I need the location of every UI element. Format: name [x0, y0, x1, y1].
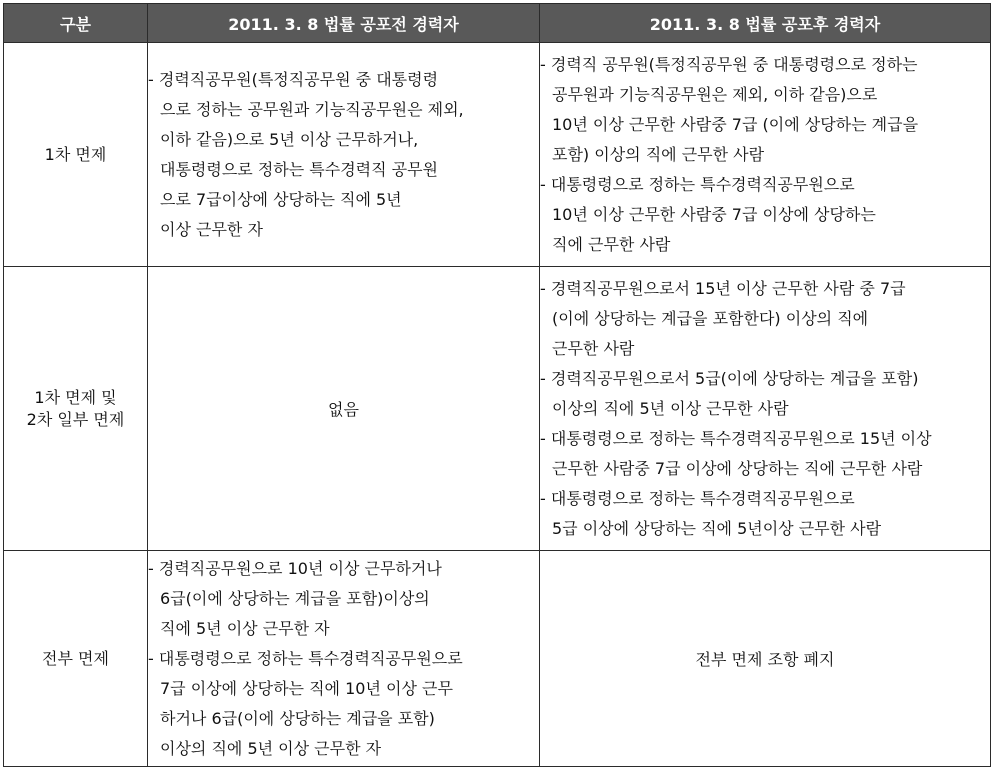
before-cell — [148, 551, 540, 767]
cell-line: - 경력직공무원(특정직공무원 중 대통령령 — [148, 69, 439, 89]
cell-line: 근무한 사람중 7급 이상에 상당하는 직에 근무한 사람 — [552, 458, 923, 478]
cell-line: - 경력직공무원으로서 15년 이상 근무한 사람 중 7급 — [540, 278, 906, 298]
row-category — [4, 43, 148, 267]
category-line: 1차 면제 및 — [34, 387, 117, 407]
table-row — [4, 267, 991, 551]
before-cell: 없음 — [148, 267, 540, 551]
cell-line: - 경력직공무원으로 10년 이상 근무하거나 — [148, 558, 442, 578]
table-row — [4, 551, 991, 767]
cell-line: 직에 근무한 사람 — [552, 234, 671, 254]
cell-line: 이상 근무한 자 — [160, 219, 263, 239]
category-line: 전부 면제 — [42, 648, 109, 668]
after-cell: 전부 면제 조항 폐지 — [540, 551, 991, 767]
cell-line: 대통령령으로 정하는 특수경력직 공무원 — [160, 159, 439, 179]
cell-line: 이하 같음)으로 5년 이상 근무하거나, — [160, 129, 419, 149]
cell-line: 공무원과 기능직공무원은 제외, 이하 같음)으로 — [552, 84, 878, 104]
after-cell — [540, 43, 991, 267]
category-line: 1차 면제 — [44, 144, 107, 164]
cell-line: 근무한 사람 — [552, 338, 635, 358]
cell-line: 으로 정하는 공무원과 기능직공무원은 제외, — [160, 99, 464, 119]
cell-line: 10년 이상 근무한 사람중 7급 이상에 상당하는 — [552, 204, 876, 224]
cell-line: - 경력직 공무원(특정직공무원 중 대통령령으로 정하는 — [540, 54, 918, 74]
cell-line: 이상의 직에 5년 이상 근무한 자 — [160, 738, 382, 758]
cell-line: 으로 7급이상에 상당하는 직에 5년 — [160, 189, 402, 209]
cell-line: - 경력직공무원으로서 5급(이에 상당하는 계급을 포함) — [540, 368, 919, 388]
header-category: 구분 — [4, 4, 148, 43]
header-row — [4, 4, 991, 43]
cell-line: - 대통령령으로 정하는 특수경력직공무원으로 15년 이상 — [540, 428, 932, 448]
cell-line: 하거나 6급(이에 상당하는 계급을 포함) — [160, 708, 435, 728]
cell-line: 이상의 직에 5년 이상 근무한 사람 — [552, 398, 789, 418]
before-cell — [148, 43, 540, 267]
header-after: 2011. 3. 8 법률 공포후 경력자 — [540, 4, 991, 43]
cell-line: 10년 이상 근무한 사람중 7급 (이에 상당하는 계급을 — [552, 114, 919, 134]
cell-line: 5급 이상에 상당하는 직에 5년이상 근무한 사람 — [552, 518, 882, 538]
after-cell — [540, 267, 991, 551]
cell-line: 6급(이에 상당하는 계급을 포함)이상의 — [160, 588, 430, 608]
cell-line: 포함) 이상의 직에 근무한 사람 — [552, 144, 765, 164]
row-category — [4, 267, 148, 551]
row-category — [4, 551, 148, 767]
cell-line: 7급 이상에 상당하는 직에 10년 이상 근무 — [160, 678, 453, 698]
cell-line: 직에 5년 이상 근무한 자 — [160, 618, 330, 638]
cell-line: (이에 상당하는 계급을 포함한다) 이상의 직에 — [552, 308, 869, 328]
cell-line: - 대통령령으로 정하는 특수경력직공무원으로 — [540, 488, 855, 508]
header-before: 2011. 3. 8 법률 공포전 경력자 — [148, 4, 540, 43]
exemption-table — [3, 3, 991, 767]
cell-line: - 대통령령으로 정하는 특수경력직공무원으로 — [148, 648, 463, 668]
category-line: 2차 일부 면제 — [26, 409, 125, 429]
cell-line: - 대통령령으로 정하는 특수경력직공무원으로 — [540, 174, 855, 194]
table-row — [4, 43, 991, 267]
